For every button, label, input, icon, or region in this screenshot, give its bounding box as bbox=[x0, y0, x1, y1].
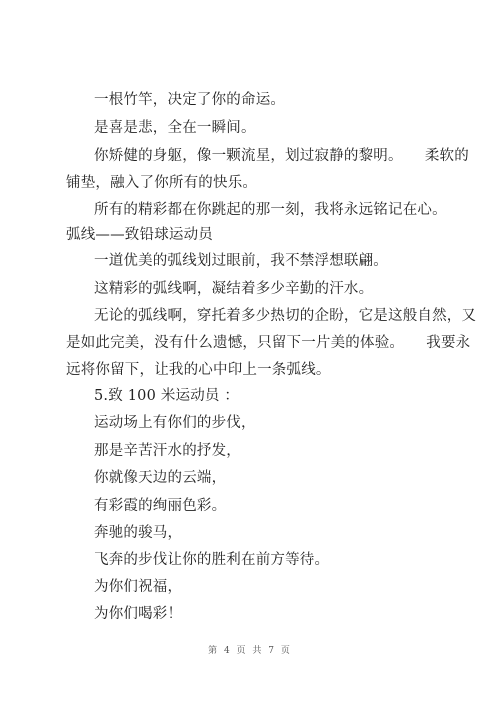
paragraph-line: 一根竹竿，决定了你的命运。 bbox=[94, 92, 286, 108]
paragraph-line: 无论的弧线啊，穿托着多少热切的企盼，它是这般自然，又 bbox=[94, 308, 477, 324]
paragraph-line: 是喜是悲，全在一瞬间。 bbox=[94, 120, 256, 136]
poem-line: 你就像天边的云端， bbox=[94, 470, 227, 486]
paragraph-line: 铺垫，融入了你所有的快乐。 bbox=[66, 175, 258, 191]
poem-line: 那是辛苦汗水的抒发， bbox=[94, 443, 241, 459]
section-heading: 5.致 100 米运动员 ： bbox=[94, 388, 240, 404]
poem-line: 有彩霞的绚丽色彩。 bbox=[94, 498, 227, 514]
page-number-footer: 第 4 页 共 7 页 bbox=[208, 646, 292, 656]
poem-line: 奔驰的骏马， bbox=[94, 525, 183, 541]
poem-line: 飞奔的步伐让你的胜利在前方等待。 bbox=[94, 552, 330, 568]
paragraph-line: 你矫健的身躯，像一颗流星，划过寂静的黎明。 柔软的 bbox=[94, 148, 469, 164]
paragraph-line: 一道优美的弧线划过眼前，我不禁浮想联翩。 bbox=[94, 253, 388, 269]
paragraph-line: 所有的精彩都在你跳起的那一刻，我将永远铭记在心。 bbox=[94, 202, 447, 218]
poem-line: 运动场上有你们的步伐， bbox=[94, 415, 256, 431]
paragraph-line: 远将你留下，让我的心中印上一条弧线。 bbox=[66, 362, 331, 378]
paragraph-line: 这精彩的弧线啊，凝结着多少辛勤的汗水。 bbox=[94, 281, 374, 297]
paragraph-line: 是如此完美，没有什么遗憾，只留下一片美的体验。 我要永 bbox=[66, 335, 471, 351]
poem-line: 为你们祝福， bbox=[94, 579, 183, 595]
section-heading: 弧线——致铅球运动员 bbox=[66, 227, 213, 243]
poem-line: 为你们喝彩！ bbox=[94, 606, 183, 622]
